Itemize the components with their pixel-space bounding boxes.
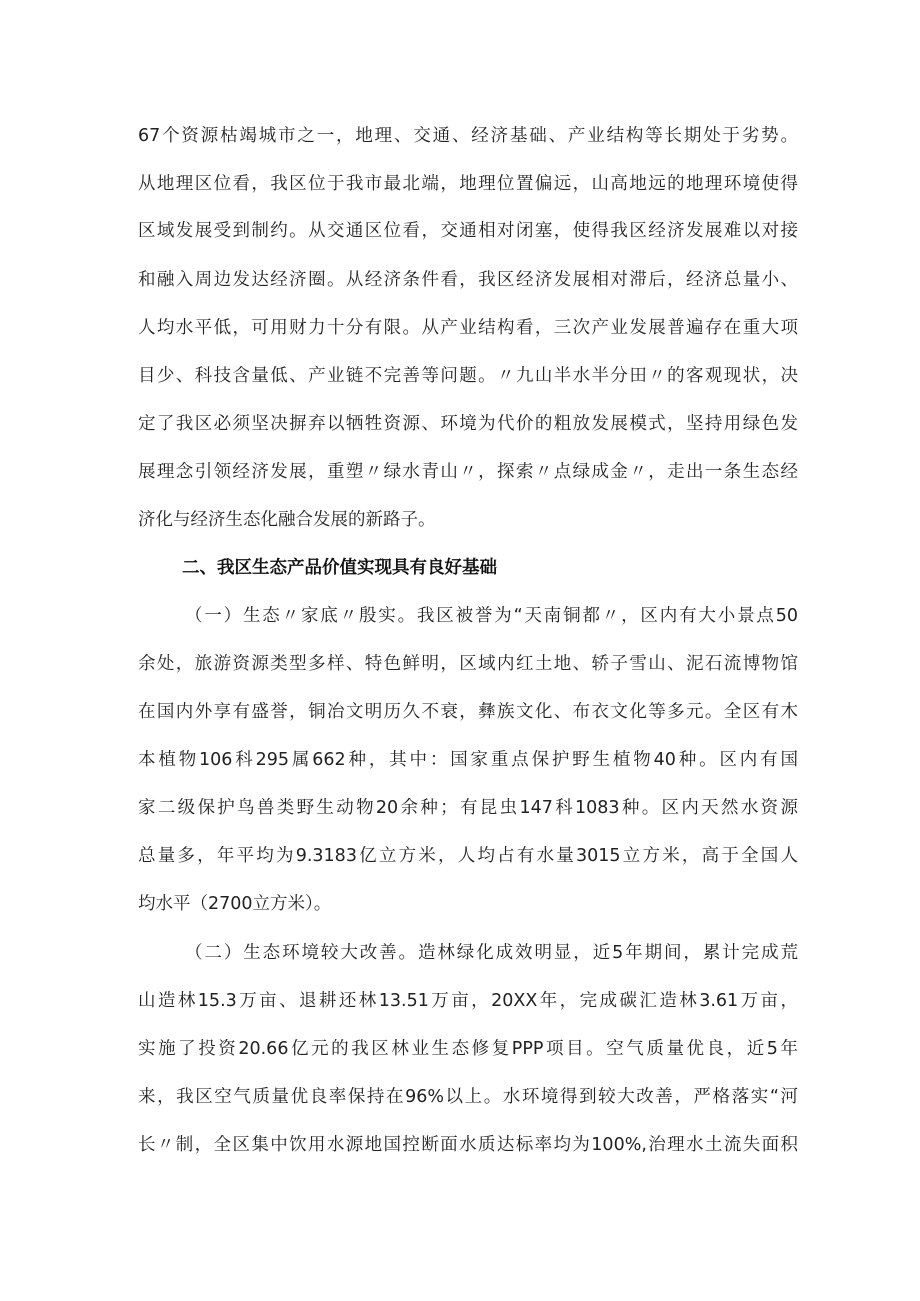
- paragraph-3-line: 山造林15.3万亩、退耕还林13.51万亩，20XX年，完成碳汇造林3.61万亩，: [138, 991, 798, 1011]
- paragraph-1-line: 定了我区必须坚决摒弃以牺牲资源、环境为代价的粗放发展模式，坚持用绿色发: [138, 414, 798, 434]
- paragraph-1-line: 目少、科技含量低、产业链不完善等问题。〃九山半水半分田〃的客观现状，决: [138, 366, 798, 386]
- paragraph-2-line: 总量多，年平均为9.3183亿立方米，人均占有水量3015立方米，高于全国人: [138, 846, 798, 866]
- paragraph-3-line: 长〃制，全区集中饮用水源地国控断面水质达标率均为100%,治理水土流失面积: [138, 1135, 798, 1155]
- paragraph-2-line: 余处，旅游资源类型多样、特色鲜明，区域内红土地、轿子雪山、泥石流博物馆: [138, 654, 798, 674]
- paragraph-3-line: 来，我区空气质量优良率保持在96%以上。水环境得到较大改善，严格落实“河: [138, 1087, 798, 1107]
- paragraph-1-line: 67个资源枯竭城市之一，地理、交通、经济基础、产业结构等长期处于劣势。: [138, 126, 798, 146]
- paragraph-3-line: 实施了投资20.66亿元的我区林业生态修复PPP项目。空气质量优良，近5年: [138, 1039, 798, 1059]
- section-heading: 二、我区生态产品价值实现具有良好基础: [182, 558, 497, 578]
- paragraph-2-line: 本植物106科295属662种，其中：国家重点保护野生植物40种。区内有国: [138, 750, 798, 770]
- paragraph-2-line: 在国内外享有盛誉，铜冶文明历久不衰，彝族文化、布衣文化等多元。全区有木: [138, 702, 798, 722]
- paragraph-3-line: （二）生态环境较大改善。造林绿化成效明显，近5年期间，累计完成荒: [185, 943, 798, 963]
- paragraph-1-line: 和融入周边发达经济圈。从经济条件看，我区经济发展相对滞后，经济总量小、: [138, 270, 798, 290]
- paragraph-2-line: 均水平（2700立方米）。: [138, 894, 332, 914]
- paragraph-1-line: 人均水平低，可用财力十分有限。从产业结构看，三次产业发展普遍存在重大项: [138, 318, 798, 338]
- paragraph-2-line: 家二级保护鸟兽类野生动物20余种；有昆虫147科1083种。区内天然水资源: [138, 798, 798, 818]
- paragraph-1-line: 从地理区位看，我区位于我市最北端，地理位置偏远，山高地远的地理环境使得: [138, 174, 798, 194]
- paragraph-1-line: 济化与经济生态化融合发展的新路子。: [138, 510, 436, 530]
- paragraph-1-line: 展理念引领经济发展，重塑〃绿水青山〃，探索〃点绿成金〃，走出一条生态经: [138, 462, 798, 482]
- paragraph-2-line: （一）生态〃家底〃殷实。我区被誉为“天南铜都〃，区内有大小景点50: [185, 606, 798, 626]
- paragraph-1-line: 区域发展受到制约。从交通区位看，交通相对闭塞，使得我区经济发展难以对接: [138, 221, 798, 241]
